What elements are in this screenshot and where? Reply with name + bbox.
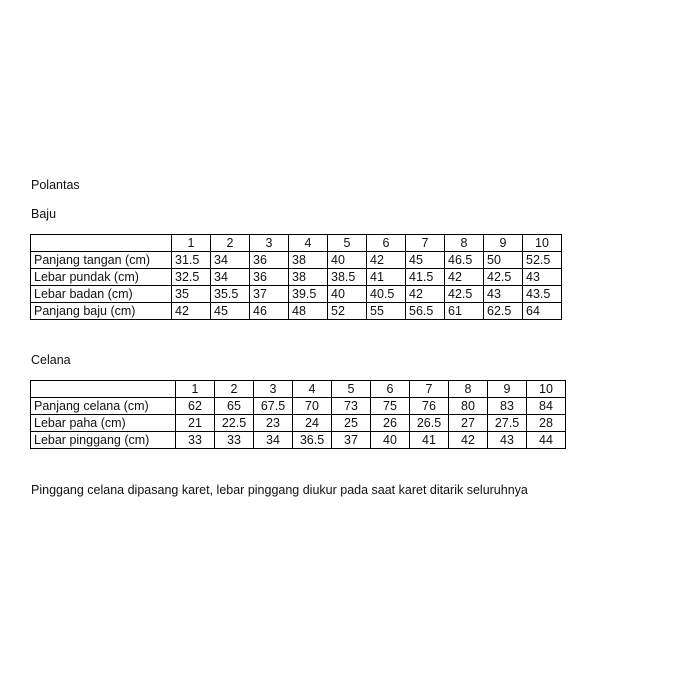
table-row [31,286,562,303]
value-cell: 43 [484,286,523,303]
value-cell: 42 [445,269,484,286]
row-label-cell: Lebar badan (cm) [31,286,172,303]
value-cell: 21 [176,415,215,432]
value-cell: 24 [293,415,332,432]
value-cell: 37 [250,286,289,303]
table-row [31,398,566,415]
size-header-cell: 4 [289,235,328,252]
value-cell: 80 [449,398,488,415]
value-cell: 70 [293,398,332,415]
value-cell: 83 [488,398,527,415]
size-header-cell: 8 [449,381,488,398]
value-cell: 28 [527,415,566,432]
value-cell: 76 [410,398,449,415]
value-cell: 39.5 [289,286,328,303]
value-cell: 64 [523,303,562,320]
value-cell: 41.5 [406,269,445,286]
table-row [31,415,566,432]
value-cell: 34 [211,252,250,269]
value-cell: 56.5 [406,303,445,320]
row-label-cell: Panjang tangan (cm) [31,252,172,269]
value-cell: 42 [367,252,406,269]
value-cell: 36 [250,252,289,269]
row-label-cell: Lebar pinggang (cm) [31,432,176,449]
value-cell: 46 [250,303,289,320]
value-cell: 42.5 [484,269,523,286]
value-cell: 26.5 [410,415,449,432]
header-corner-cell [31,381,176,398]
value-cell: 36 [250,269,289,286]
size-header-cell: 10 [523,235,562,252]
value-cell: 40 [371,432,410,449]
value-cell: 46.5 [445,252,484,269]
value-cell: 62.5 [484,303,523,320]
value-cell: 33 [215,432,254,449]
value-cell: 41 [410,432,449,449]
value-cell: 35.5 [211,286,250,303]
table-header-row [31,235,562,252]
value-cell: 75 [371,398,410,415]
size-header-cell: 2 [215,381,254,398]
value-cell: 38 [289,252,328,269]
value-cell: 38 [289,269,328,286]
note-text: Pinggang celana dipasang karet, lebar pinggang diukur pada saat karet ditarik seluruhnya [31,483,528,497]
size-header-cell: 9 [484,235,523,252]
row-label-cell: Lebar pundak (cm) [31,269,172,286]
value-cell: 50 [484,252,523,269]
value-cell: 73 [332,398,371,415]
size-header-cell: 8 [445,235,484,252]
table-row [31,432,566,449]
value-cell: 37 [332,432,371,449]
value-cell: 61 [445,303,484,320]
celana-size-table [30,380,566,449]
value-cell: 22.5 [215,415,254,432]
value-cell: 36.5 [293,432,332,449]
table-row [31,269,562,286]
size-header-cell: 4 [293,381,332,398]
value-cell: 33 [176,432,215,449]
value-cell: 44 [527,432,566,449]
size-header-cell: 5 [328,235,367,252]
value-cell: 34 [254,432,293,449]
size-header-cell: 2 [211,235,250,252]
baju-size-table [30,234,562,320]
table-row [31,252,562,269]
value-cell: 48 [289,303,328,320]
value-cell: 42 [406,286,445,303]
value-cell: 42 [449,432,488,449]
value-cell: 43.5 [523,286,562,303]
size-header-cell: 10 [527,381,566,398]
size-header-cell: 7 [406,235,445,252]
value-cell: 67.5 [254,398,293,415]
value-cell: 34 [211,269,250,286]
value-cell: 45 [211,303,250,320]
value-cell: 32.5 [172,269,211,286]
value-cell: 42.5 [445,286,484,303]
size-header-cell: 9 [488,381,527,398]
size-header-cell: 1 [172,235,211,252]
value-cell: 45 [406,252,445,269]
value-cell: 38.5 [328,269,367,286]
value-cell: 62 [176,398,215,415]
value-cell: 52.5 [523,252,562,269]
value-cell: 40 [328,252,367,269]
document-title: Polantas [31,178,80,192]
size-header-cell: 6 [367,235,406,252]
value-cell: 52 [328,303,367,320]
value-cell: 55 [367,303,406,320]
value-cell: 25 [332,415,371,432]
table-header-row [31,381,566,398]
size-header-cell: 6 [371,381,410,398]
size-header-cell: 1 [176,381,215,398]
value-cell: 65 [215,398,254,415]
header-corner-cell [31,235,172,252]
value-cell: 43 [488,432,527,449]
value-cell: 27 [449,415,488,432]
baju-section-label: Baju [31,207,57,221]
value-cell: 35 [172,286,211,303]
size-header-cell: 3 [254,381,293,398]
celana-section-label: Celana [31,353,71,367]
size-header-cell: 3 [250,235,289,252]
value-cell: 84 [527,398,566,415]
value-cell: 31.5 [172,252,211,269]
size-header-cell: 5 [332,381,371,398]
value-cell: 26 [371,415,410,432]
value-cell: 23 [254,415,293,432]
value-cell: 42 [172,303,211,320]
size-header-cell: 7 [410,381,449,398]
row-label-cell: Panjang celana (cm) [31,398,176,415]
value-cell: 27.5 [488,415,527,432]
value-cell: 40 [328,286,367,303]
value-cell: 43 [523,269,562,286]
value-cell: 40.5 [367,286,406,303]
row-label-cell: Lebar paha (cm) [31,415,176,432]
table-row [31,303,562,320]
row-label-cell: Panjang baju (cm) [31,303,172,320]
value-cell: 41 [367,269,406,286]
